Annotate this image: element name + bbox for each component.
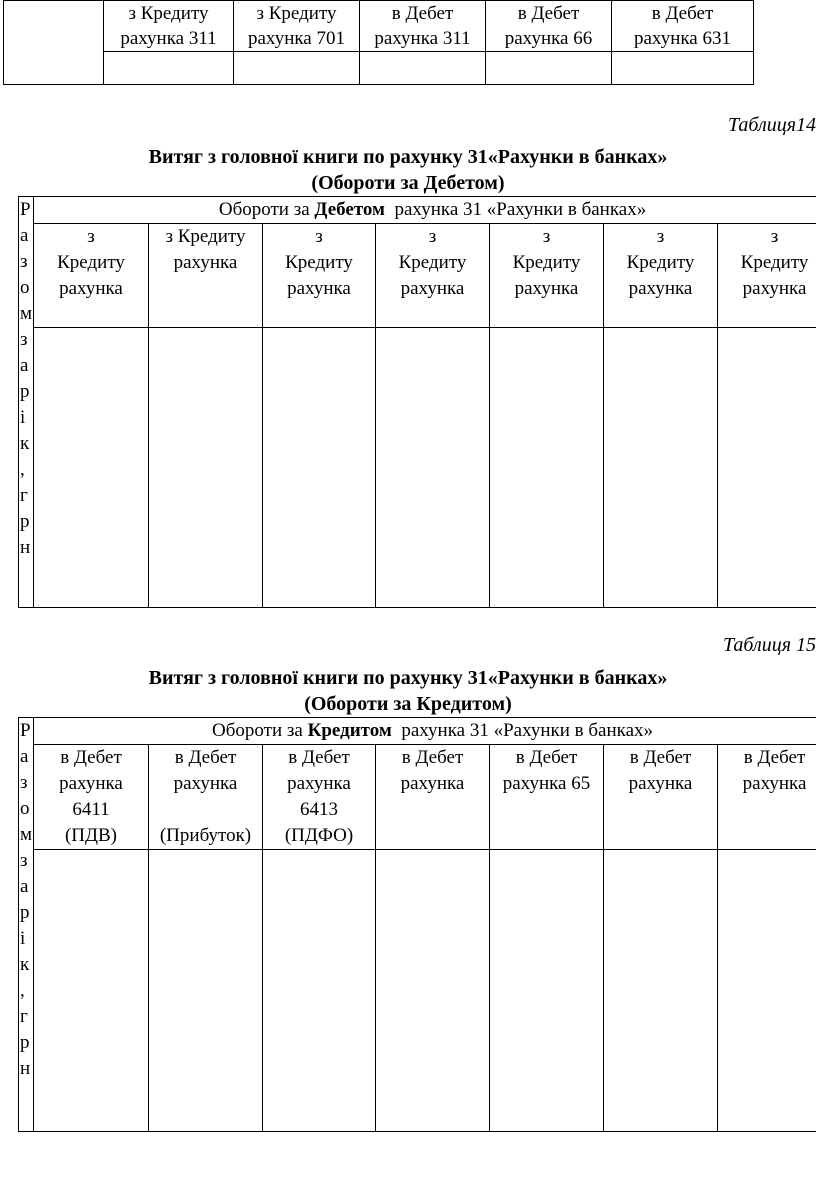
table14-value-cell [263,328,376,608]
top-table-header-cell: в Дебет рахунка 311 [360,1,486,52]
table15-value-cell [490,850,604,1132]
table15-column-header: в Дебет рахунка 65 [490,745,604,850]
table14-value-cell [604,328,718,608]
table14-subtitle: (Обороти за Дебетом) [311,172,505,194]
top-table-header-cell: в Дебет рахунка 66 [486,1,612,52]
table15-value-cell [604,850,718,1132]
table15-value-cell [718,850,816,1132]
table14-caption: Таблиця14 [728,114,816,136]
table14 [18,196,816,608]
table15-value-cell [149,850,263,1132]
table14-column-header: з Кредиту рахунка [718,224,816,328]
table15-subtitle: (Обороти за Кредитом) [304,693,512,715]
table15-value-cell [263,850,376,1132]
top-table-value-cell [234,52,360,85]
top-table-header-cell: з Кредиту рахунка 311 [104,1,234,52]
top-table-empty-cell [4,1,104,85]
table14-value-cell [490,328,604,608]
table15-column-header: в Дебет рахунка (Прибуток) [149,745,263,850]
top-table-value-cell [486,52,612,85]
table14-column-header: з Кредиту рахунка [604,224,718,328]
table14-span-header: Обороти за Дебетом рахунка 31 «Рахунки в банках» [34,197,816,224]
top-table-header-cell: з Кредиту рахунка 701 [234,1,360,52]
table14-value-cell [34,328,149,608]
top-table-value-cell [612,52,754,85]
table15-column-header: в Дебет рахунка [376,745,490,850]
top-table-value-cell [104,52,234,85]
table14-column-header: з Кредиту рахунка [149,224,263,328]
table15 [18,717,816,1132]
table15-column-header: в Дебет рахунка [604,745,718,850]
table15-title: Витяг з головної книги по рахунку 31«Рахунки в банках» [148,667,668,689]
table15-value-cell [376,850,490,1132]
table14-value-cell [149,328,263,608]
table14-value-cell [718,328,816,608]
table15-column-header: в Дебет рахунка 6411 (ПДВ) [34,745,149,850]
table15-span-header: Обороти за Кредитом рахунка 31 «Рахунки в банках» [34,718,816,745]
table14-column-header: з Кредиту рахунка [376,224,490,328]
table14-column-header: з Кредиту рахунка [263,224,376,328]
table14-side-label: Р а з о м з а р і к , г р н [19,197,34,608]
table15-column-header: в Дебет рахунка 6413 (ПДФО) [263,745,376,850]
table14-title: Витяг з головної книги по рахунку 31«Рахунки в банках» [148,146,668,168]
top-table-header-cell: в Дебет рахунка 631 [612,1,754,52]
table14-value-cell [376,328,490,608]
top-table-value-cell [360,52,486,85]
table15-value-cell [34,850,149,1132]
top-partial-table [3,0,754,85]
table15-caption: Таблиця 15 [723,634,816,656]
table14-column-header: з Кредиту рахунка [490,224,604,328]
table15-column-header: в Дебет рахунка [718,745,816,850]
table14-column-header: з Кредиту рахунка [34,224,149,328]
table15-side-label: Р а з о м з а р і к , г р н [19,718,34,1132]
